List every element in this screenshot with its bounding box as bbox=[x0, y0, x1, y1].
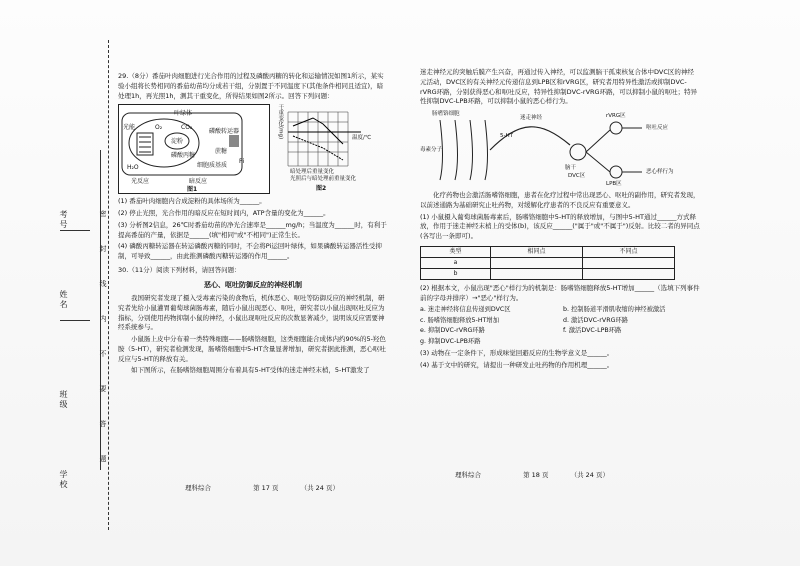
fill-line bbox=[60, 320, 90, 321]
table-row bbox=[421, 257, 675, 268]
table-header-diff: 不同点 bbox=[582, 246, 674, 257]
fig1-label-water: H₂O bbox=[127, 164, 139, 172]
footer-page: 第 18 页 bbox=[523, 471, 549, 479]
diagram-label-dvc: DVC区 bbox=[568, 173, 586, 179]
table-cell-empty[interactable] bbox=[490, 268, 582, 279]
passage-paragraph-3: 如下图所示，在肠嗜铬细胞周围分布着具有5-HT受体的迷走神经末梢，5-HT激发了 bbox=[131, 366, 370, 375]
diagram-label-5ht: 5-HT bbox=[500, 133, 513, 139]
fill-line bbox=[60, 230, 90, 231]
footer-subject: 理科综合 bbox=[185, 484, 211, 492]
fig1-label-starch: 淀粉 bbox=[171, 138, 184, 146]
figure-1 bbox=[118, 104, 270, 194]
fig1-label-dark-reaction: 暗反应 bbox=[189, 178, 208, 186]
footer-total: （共 24 页） bbox=[570, 471, 609, 479]
fold-char: 答 bbox=[99, 420, 107, 427]
diagram-label-vomiting: 呕吐反应 bbox=[646, 125, 669, 131]
diagram-label-toxin: 毒素分子 bbox=[420, 147, 443, 153]
footer-page: 第 17 页 bbox=[253, 484, 279, 492]
fold-char: 密 bbox=[99, 210, 107, 217]
table-cell-empty[interactable] bbox=[582, 268, 674, 279]
q30-item-2: (2) 根据本文，小鼠出现"恶心"样行为的机制是：肠嗜铬细胞释放5-HT增加______（选填下列事件前的字母并排序）→"恶心"样行为。 bbox=[420, 283, 700, 302]
right-paragraph-2: 化疗药物也会激活肠嗜铬细胞，患者在化疗过程中常出现恶心、呕吐的副作用，研究者发现，以前述通路为基础研究止吐药物，对缓解化疗患者的不良反应有重要意义。 bbox=[420, 191, 700, 209]
q29-item-3: (3) 分析图2信息，26℃时番茄幼苗的净光合速率是______mg/h；当温度为______时，有利于提高番茄的产量，依据是______(填"相同"或"不相同")正常生长。 bbox=[118, 220, 387, 239]
passage-paragraph-2: 小鼠肠上皮中分布着一类特殊细胞——肠嗜铬细胞，这类细胞能合成体内约90%的5-羟色胺（5-HT），研究者检测发现，肠嗜铬细胞中5-HT含量显著增加，研究者据此推测，恶心呕吐反应与5-HT的释放有关。 bbox=[118, 335, 386, 363]
table-row-label: a bbox=[421, 257, 491, 268]
fig1-label-chloroplast: 叶绿体 bbox=[174, 110, 193, 118]
option-g: g. 抑制DVC-LPB环路 bbox=[420, 337, 481, 345]
label-name: 姓名 bbox=[59, 290, 68, 310]
right-paragraph-1: 迷走神经元的突触后膜产生兴奋，再通过传入神经，可以监测脑干孤束核复合体中DVC区的神经元活动，DVC区的有关神经元传递信息到LPB区和rVRG区，研究者用特异性激活或抑制DVC-rVRG环路，分别获得恶心和呕吐反应，特异性抑制DVC-rVRG环路，可以抑制小鼠的呕吐；特异性抑制DVC-LPB环路，可以抑制小鼠的恶心样行为。 bbox=[420, 68, 698, 106]
fig1-label-triose-phosphate: 磷酸丙糖 bbox=[171, 152, 196, 160]
fig1-label-light-reaction: 光反应 bbox=[131, 178, 150, 186]
label-school: 学校 bbox=[59, 470, 68, 490]
option-a: a. 迷走神经将信息传递到DVC区 bbox=[420, 306, 511, 314]
table-header-same: 相同点 bbox=[490, 246, 582, 257]
table-cell-empty[interactable] bbox=[490, 257, 582, 268]
fold-char: 线 bbox=[99, 280, 107, 287]
option-c: c. 肠嗜铬细胞释放5-HT增加 bbox=[420, 316, 499, 324]
left-footer bbox=[185, 483, 339, 492]
q29-item-2: (2) 停止光照，光合作用的暗反应在短时间内，ATP含量的变化为______。 bbox=[118, 209, 330, 217]
cut-line bbox=[108, 40, 109, 530]
diagram-label-ec-cell: 肠嗜铬细胞 bbox=[432, 111, 460, 117]
q29-item-1: (1) 番茄叶肉细胞内合成淀粉的具体场所为______。 bbox=[118, 197, 266, 206]
right-footer bbox=[455, 470, 609, 479]
table-cell-empty[interactable] bbox=[582, 257, 674, 268]
label-class: 班级 bbox=[59, 390, 68, 410]
pathway-svg bbox=[420, 110, 700, 188]
fold-char: 内 bbox=[99, 315, 107, 322]
neural-pathway-diagram bbox=[420, 110, 700, 188]
diagram-label-vagus: 迷走神经 bbox=[520, 115, 543, 121]
diagram-label-brainstem: 脑干 bbox=[565, 165, 577, 171]
figure-2-legend-2: 光照后与暗处理前重量变化 bbox=[290, 176, 357, 183]
diagram-label-lpb: LPB区 bbox=[606, 181, 622, 187]
question-30-stem: 30.（11分）阅读下列材料，请回答问题： bbox=[118, 265, 241, 274]
diagram-label-rvrg: rVRG区 bbox=[606, 113, 626, 119]
fig1-label-transporter: 磷酸转运器 bbox=[209, 128, 240, 136]
options-list bbox=[420, 305, 700, 346]
footer-total: （共 24 页） bbox=[300, 484, 339, 492]
figure-2-caption: 图2 bbox=[316, 185, 327, 193]
figure-2-legend-1: 暗处理后重量变化 bbox=[290, 169, 335, 176]
fold-char: 封 bbox=[99, 245, 107, 252]
fig1-label-o2: O₂ bbox=[155, 124, 163, 132]
label-exam-number: 考号 bbox=[59, 210, 68, 230]
table-row bbox=[421, 268, 675, 279]
footer-subject: 理科综合 bbox=[455, 471, 481, 479]
passage-paragraph-1: 我国研究者发现了摄入受毒素污染的食物后，机体恶心、呕吐等防御反应的神经机制，研究者先给小鼠灌胃葡萄球菌肠毒素，随后小鼠出现恶心、呕吐，研究者以小鼠出现呕吐反应为指标，分别使用药物抑制小鼠的神经，小鼠出现呕吐反应的次数显著减少，说明该反应需要神经系统参与。 bbox=[118, 294, 385, 332]
question-29-stem: 29.（8分）番茄叶肉细胞进行光合作用的过程及磷酸丙糖的转化和运输情况如图1所示，某实验小组将长势相同的番茄幼苗均分成若干组，分别置于不同温度下(其他条件相同且适宜)，暗处理1h，再光照1h，测其干重变化，所得结果如图2所示。回答下列问题： bbox=[118, 72, 384, 100]
table-header-row bbox=[421, 246, 675, 257]
figure-2-ylabel: 干重变化(mg) bbox=[277, 104, 284, 140]
fold-char: 题 bbox=[99, 455, 107, 462]
passage-title: 恶心、呕吐防御反应的神经机制 bbox=[204, 280, 302, 289]
fig1-label-pi: Pi bbox=[239, 158, 245, 166]
fig1-label-light: 光能 bbox=[123, 124, 136, 132]
right-page bbox=[420, 68, 700, 373]
option-f: f. 激活DVC-LPB环路 bbox=[563, 327, 622, 335]
fig1-label-cytoplasm: 细胞质基质 bbox=[197, 162, 228, 170]
left-page bbox=[118, 72, 388, 378]
table-row-label: b bbox=[421, 268, 491, 279]
fig1-label-sucrose: 蔗糖 bbox=[215, 148, 228, 156]
option-d: d. 激活DVC-rVRG环路 bbox=[563, 316, 629, 324]
table-header-type: 类型 bbox=[421, 246, 491, 257]
option-e: e. 抑制DVC-rVRG环路 bbox=[420, 327, 485, 335]
fig1-label-co2: CO₂ bbox=[181, 124, 193, 132]
fold-char: 不 bbox=[99, 350, 107, 357]
q29-item-4: (4) 磷酸丙糖转运器在转运磷酸丙糖的同时，不会将Pi运回叶绿体，如果磷酸转运器活性受抑制，可导致______，由此推测磷酸丙糖转运器的作用______。 bbox=[118, 242, 382, 260]
figures-row bbox=[118, 104, 388, 194]
binding-line bbox=[100, 150, 101, 470]
fold-char: 要 bbox=[99, 385, 107, 392]
figure-2 bbox=[276, 104, 376, 192]
q30-item-1: (1) 小鼠摄入葡萄球菌肠毒素后，肠嗜铬细胞中5-HT的释放增加，与图中5-HT通过______方式释放，作用于迷走神经末梢上的受体(b)，该反应______("属于"或"不属于")反射。比较二者的异同点(各写出一条即可)。 bbox=[420, 212, 700, 240]
figure-2-xlabel: 温度/℃ bbox=[352, 135, 372, 142]
figure-1-caption: 图1 bbox=[187, 186, 198, 194]
q30-item-3: (3) 动物在一定条件下，形成味觉回避反应的生物学意义是______。 bbox=[420, 349, 614, 357]
comparison-table bbox=[420, 246, 675, 280]
option-b: b. 控制肠道平滑肌收缩的神经被激活 bbox=[563, 306, 666, 314]
diagram-label-nausea: 恶心样行为 bbox=[646, 169, 674, 175]
q30-item-4: (4) 基于文中的研究，请提出一种研发止吐药物的作用机理______。 bbox=[420, 360, 614, 369]
